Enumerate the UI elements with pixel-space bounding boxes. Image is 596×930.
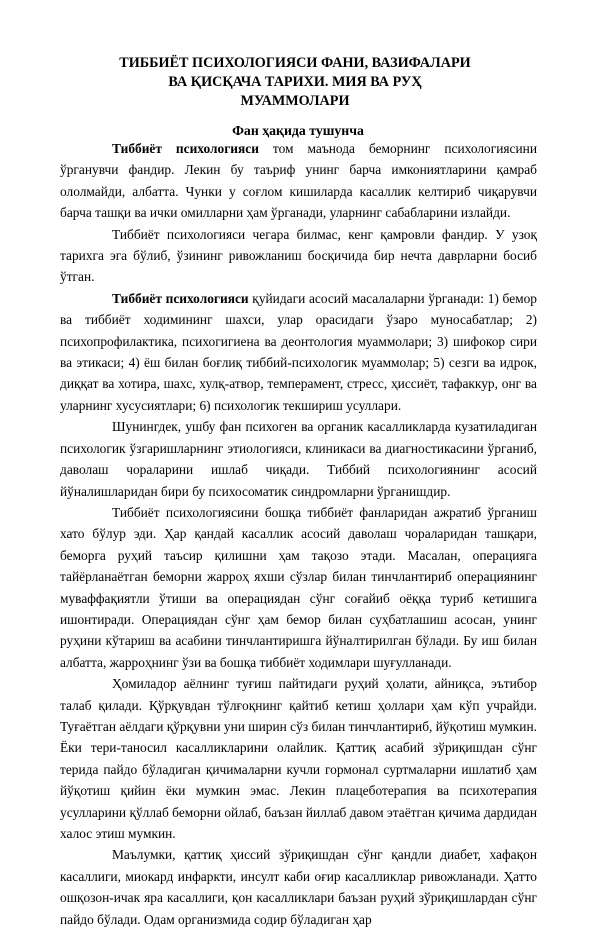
paragraph: Маълумки, қаттиқ ҳиссий зўриқишдан сўнг қандли диабет, хафақон касаллиги, миокард инфаркти, инсулт каби оғир касалликлар ривожланади. Ҳатто ошқозон-ичак яра касаллиги, қон касалликлари баъзан руҳий зўриқишлардан сўнг пайдо бўлади. Одам организмида содир бўладиган ҳар — [60, 847, 537, 927]
paragraph: Ҳомиладор аёлнинг туғиш пайтидаги руҳий ҳолати, айниқса, эътибор талаб қилади. Қўрқувдан тўлғоқнинг қайтиб кетиш ҳоллари ҳам кўп учрайди. Туғаётган аёлдаги қўрқувни уни ширин сўз билан тинчлантириб, йўқотиш мумкин. Ёки тери-таносил касалликларини олайлик. Қаттиқ асабий зўриқишдан сўнг терида пайдо бўладиган қичималарни кучли гормонал суртмаларни ишлатиб ҳам йўқотиш қийин ёки мумкин эмас. Лекин плацеботерапия ва психотерапия усулларини қўллаб беморни ойлаб, баъзан йиллаб давом этаётган қичима дардидан халос этиш мумкин. — [60, 676, 537, 841]
paragraph-lead-term: Тиббиёт психологияси — [112, 141, 259, 156]
paragraph-lead-term: Тиббиёт психологияси — [112, 290, 249, 306]
paragraph — [60, 138, 537, 224]
paragraph: Шунингдек, ушбу фан психоген ва органик касалликларда кузатиладиган психологик ўзгаришларнинг этиологияси, клиникаси ва диагностикасини ўрганиб, даволаш чораларини ишлаб чиқади. Тиббий психологиянинг асосий йўналишларидан бири бу психосоматик синдромларни ўрганишдир. — [60, 419, 537, 499]
paragraph-text: том маънода беморнинг психологиясини ўрганувчи фандир. Лекин бу таъриф унинг барча имкониятларини қамраб ололмайди, албатта. Чунки у соғлом кишиларда касаллик келтириб чиқарувчи барча ташқи ва ички омилларни ҳам ўрганади, уларнинг сабабларини излайди. — [60, 141, 537, 221]
paragraph: Тиббиёт психологияси чегара билмас, кенг қамровли фандир. У узоқ тарихга эга бўлиб, ўзининг ривожланиш босқичида бир нечта даврларни босиб ўтган. — [60, 226, 537, 285]
paragraph-text: қуйидаги асосий масалаларни ўрганади: 1) бемор ва тиббиёт ходимининг шахси, улар орасидаги ўзаро муносабатлар; 2) психопрофилактика, психогигиена ва деонтология муаммолари; 3) шифокор сири ва этикаси; 4) ёш билан боғлиқ тиббий-психологик муаммолар; 5) сезги ва идрок, диққат ва хотира, шахс, хулқ-атвор, темперамент, стресс, ҳиссиёт, тафаккур, онг ва уларнинг хусусиятлари; 6) психологик текшириш усуллари. — [60, 290, 537, 413]
paragraph — [60, 288, 537, 416]
section-heading: Фан ҳақида тушунча — [232, 123, 364, 138]
document-title: ТИББИЁТ ПСИХОЛОГИЯСИ ФАНИ, ВАЗИФАЛАРИ ВА ҚИСҚАЧА ТАРИХИ. МИЯ ВА РУҲ МУАММОЛАРИ — [119, 55, 471, 109]
document-body — [60, 138, 537, 930]
paragraph: Тиббиёт психологиясини бошқа тиббиёт фанларидан ажратиб ўрганиш хато бўлур эди. Ҳар қандай касаллик асосий даволаш чораларидан ташқари, беморга руҳий таъсир қилишни ҳам тақозо этади. Масалан, операцияга тайёрланаётган беморни жарроҳ яхши сўзлар билан тинчлантириб операциянинг муваффақиятли ўтиши ва операциядан сўнг соғайиб оёққа туриб кетишига ишонтиради. Операциядан сўнг ҳам бемор билан суҳбатлашиш асосан, унинг руҳини кўтариш ва асабини тинчлантиришга йўналтирилган бўлади. Бу иш билан албатта, жарроҳнинг ўзи ва бошқа тиббиёт ходимлари шуғулланади. — [60, 504, 537, 670]
